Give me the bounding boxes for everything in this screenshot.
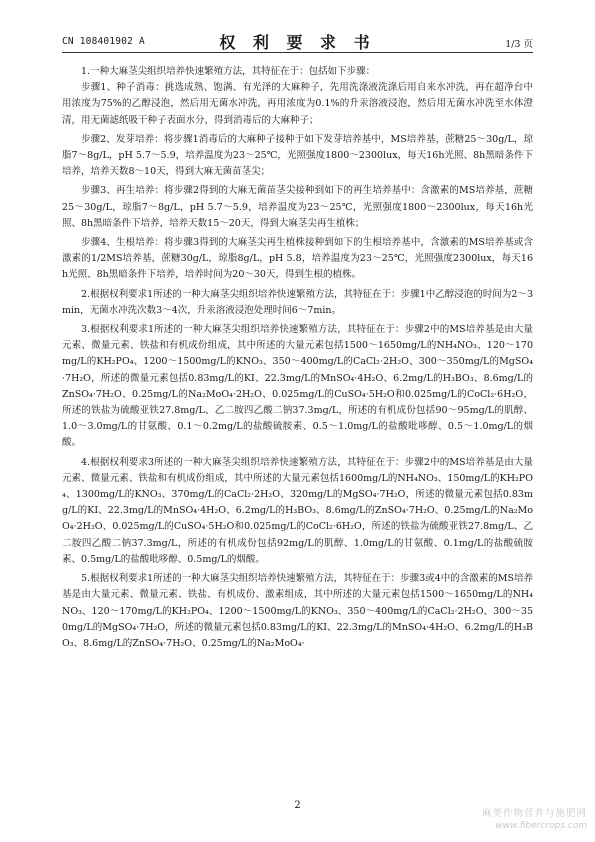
watermark-cn: 麻类作物营养与施肥网 — [481, 808, 587, 819]
claim-5: 5.根据权利要求1所述的一种大麻茎尖组织培养快速繁殖方法，其特征在于：步骤3或4中的含激素的MS培养基是由大量元素、微量元素、铁盐、有机成份、激素组成，其中所述的大量元素包括1500～1650mg/L的NH₄NO₃、120～170mg/L的KH₂PO₄、1200～1500mg/L的KNO₃、350～400mg/L的CaCl₂·2H₂O、300～350mg/L的MgSO₄·7H₂O，所述的微量元素包括0.83mg/L的KI、22.3mg/L的MnSO₄·4H₂O、6.2mg/L的H₃BO₃、8.6mg/L的ZnSO₄·7H₂O、0.25mg/L的Na₂MoO₄· — [62, 573, 533, 649]
page-info: 1/3 页 — [505, 39, 533, 50]
claim-4: 4.根据权利要求3所述的一种大麻茎尖组织培养快速繁殖方法，其特征在于：步骤2中的MS培养基是由大量元素、微量元素、铁盐和有机成份组成，其中所述的大量元素包括1600mg/L的NH₄NO₃、150mg/L的KH₂PO₄、1300mg/L的KNO₃、370mg/L的CaCl₂·2H₂O、320mg/L的MgSO₄·7H₂O，所述的微量元素包括0.83mg/L的KI、22.3mg/L的MnSO₄·4H₂O、6.2mg/L的H₃BO₃、8.6mg/L的ZnSO₄·7H₂O、0.25mg/L的Na₂MoO₄·2H₂O、0.025mg/L的CuSO₄·5H₂O和0.025mg/L的CoCl₂·6H₂O，所述的铁盐为硫酸亚铁27.8mg/L、乙二胺四乙酸二钠37.3mg/L，所述的有机成份包括92mg/L的肌醇、1.0mg/L的甘氨酸、0.1mg/L的盐酸硫胺素、0.5mg/L的盐酸吡哆醇、0.5mg/L的烟酸。 — [62, 456, 533, 565]
document-title: 权 利 要 求 书 — [219, 33, 376, 52]
claim-1-step-3: 步骤3、再生培养：将步骤2得到的大麻无菌苗茎尖接种到如下的再生培养基中：含激素的MS培养基，蔗糖25～30g/L，琼脂7～8g/L，pH 5.7～5.9，培养温度为23～25℃，光照强度1800～2300lux，每天16h光照、8h黑暗条件下培养，培养天数15～20天，得到大麻茎尖再生植株； — [62, 185, 533, 229]
claim-1-step-1: 步骤1、种子消毒：挑选成熟、饱满、有光泽的大麻种子，先用洗涤液洗涤后用自来水冲洗，再在超净台中用浓度为75%的乙醇浸泡，然后用无菌水冲洗，再用浓度为0.1%的升汞溶液浸泡，然后用无菌水冲洗至水体澄清，用无菌滤纸吸干种子表面水分，得到消毒后的大麻种子； — [62, 82, 533, 126]
watermark — [482, 808, 587, 832]
claims-body — [62, 64, 533, 652]
claim-2: 2.根据权利要求1所述的一种大麻茎尖组织培养快速繁殖方法，其特征在于：步骤1中乙醇浸泡的时间为2～3min，无菌水冲洗次数3～4次，升汞溶液浸泡处理时间6～7min。 — [62, 288, 533, 316]
publication-number: CN 108401902 A — [62, 36, 145, 47]
claim-3: 3.根据权利要求1所述的一种大麻茎尖组织培养快速繁殖方法，其特征在于：步骤2中的MS培养基是由大量元素、微量元素、铁盐和有机成份组成，其中所述的大量元素包括1500～1650mg/L的NH₄NO₃、120～170mg/L的KH₂PO₄、1200～1500mg/L的KNO₃、350～400mg/L的CaCl₂·2H₂O、300～350mg/L的MgSO₄·7H₂O，所述的微量元素包括0.83mg/L的KI、22.3mg/L的MnSO₄·4H₂O、6.2mg/L的H₃BO₃、8.6mg/L的ZnSO₄·7H₂O、0.25mg/L的Na₂MoO₄·2H₂O、0.025mg/L的CuSO₄·5H₂O和0.025mg/L的CoCl₂·6H₂O，所述的铁盐为硫酸亚铁27.8mg/L、乙二胺四乙酸二钠37.3mg/L，所述的有机成份包括90～95mg/L的肌醇、1.0～3.0mg/L的甘氨酸、0.1～0.2mg/L的盐酸硫胺素、0.5～1.0mg/L的盐酸吡哆醇、0.5～1.0mg/L的烟酸。 — [62, 324, 533, 449]
claim-1-step-2: 步骤2、发芽培养：将步骤1消毒后的大麻种子接种于如下发芽培养基中，MS培养基，蔗糖25～30g/L，琼脂7～8g/L，pH 5.7～5.9，培养温度为23～25℃，光照强度1800～2300lux，每天16h光照、8h黑暗条件下培养，培养天数8～10天，得到大麻无菌苗茎尖； — [62, 133, 533, 178]
claim-1-intro: 1.一种大麻茎尖组织培养快速繁殖方法，其特征在于：包括如下步骤： — [81, 66, 376, 77]
document-header — [62, 30, 533, 53]
watermark-url: www.fibercrops.com — [495, 821, 587, 831]
claim-1-step-4: 步骤4、生根培养：将步骤3得到的大麻茎尖再生植株接种到如下的生根培养基中，含激素的MS培养基或含激素的1/2MS培养基，蔗糖30g/L，琼脂8g/L，pH 5.8，培养温度为23～25℃，光照强度2300lux，每天16h光照、8h黑暗条件下培养，培养时间为20～30天，得到生根的植株。 — [62, 237, 533, 281]
page-number: 2 — [294, 800, 301, 811]
